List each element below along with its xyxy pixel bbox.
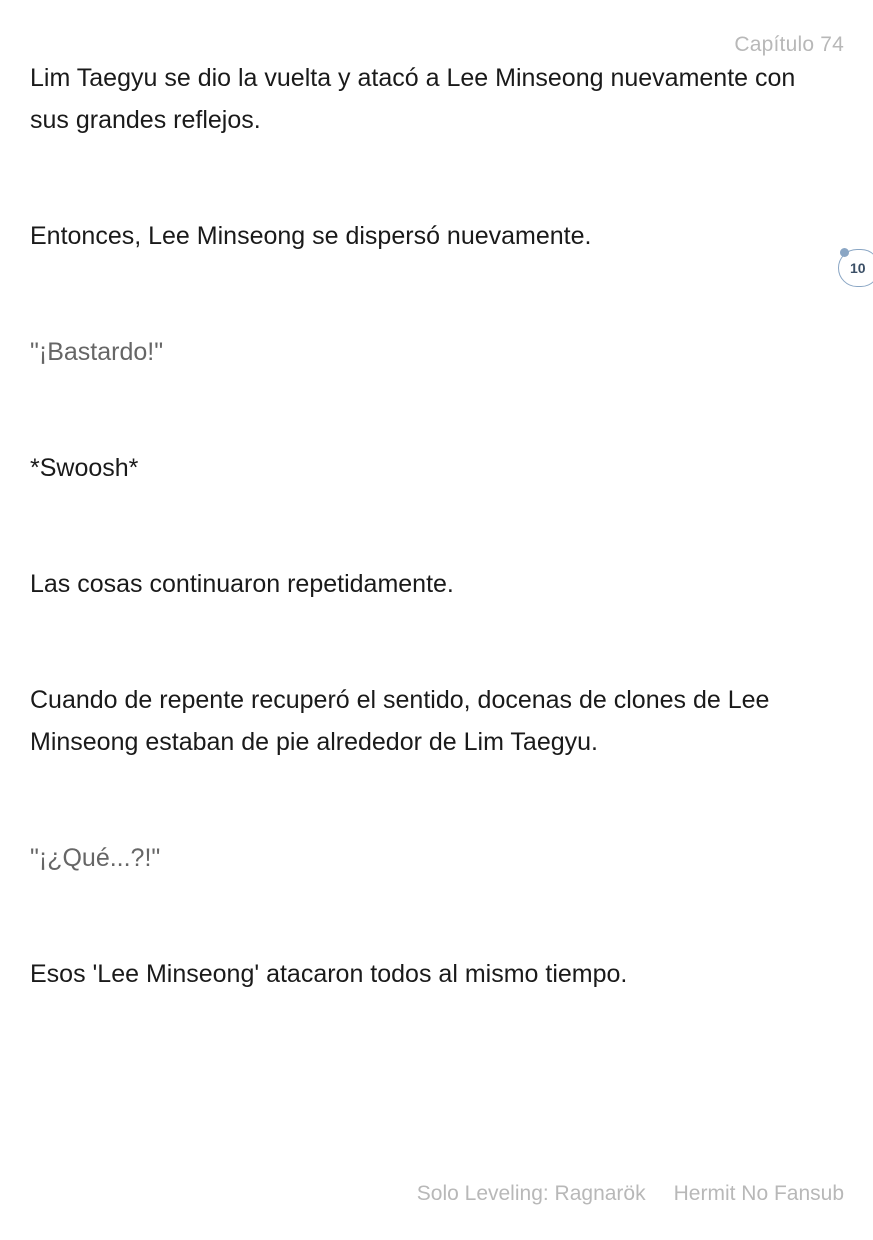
paragraph: Esos 'Lee Minseong' atacaron todos al mismo tiempo. — [30, 960, 628, 988]
paragraph: Entonces, Lee Minseong se dispersó nuevamente. — [30, 222, 592, 250]
badge-dot-icon — [840, 248, 849, 257]
chapter-title: Capítulo 74 — [734, 33, 844, 56]
page-number: 10 — [850, 260, 866, 276]
paragraph: Cuando de repente recuperó el sentido, docenas de clones de Lee Minseong estaban de pie alrededor de Lim Taegyu. — [30, 686, 770, 756]
chapter-body — [30, 57, 830, 995]
paragraph: Lim Taegyu se dio la vuelta y atacó a Lee Minseong nuevamente con sus grandes reflejos. — [30, 64, 796, 134]
page-number-badge[interactable] — [838, 249, 873, 287]
translator-credit: Hermit No Fansub — [673, 1182, 844, 1205]
dialog-line: "¡¿Qué...?!" — [30, 844, 161, 872]
paragraph: Las cosas continuaron repetidamente. — [30, 570, 454, 598]
footer — [417, 1182, 844, 1206]
novel-title: Solo Leveling: Ragnarök — [416, 1182, 646, 1205]
dialog-line: "¡Bastardo!" — [30, 338, 164, 366]
sound-effect-line: *Swoosh* — [30, 454, 139, 482]
